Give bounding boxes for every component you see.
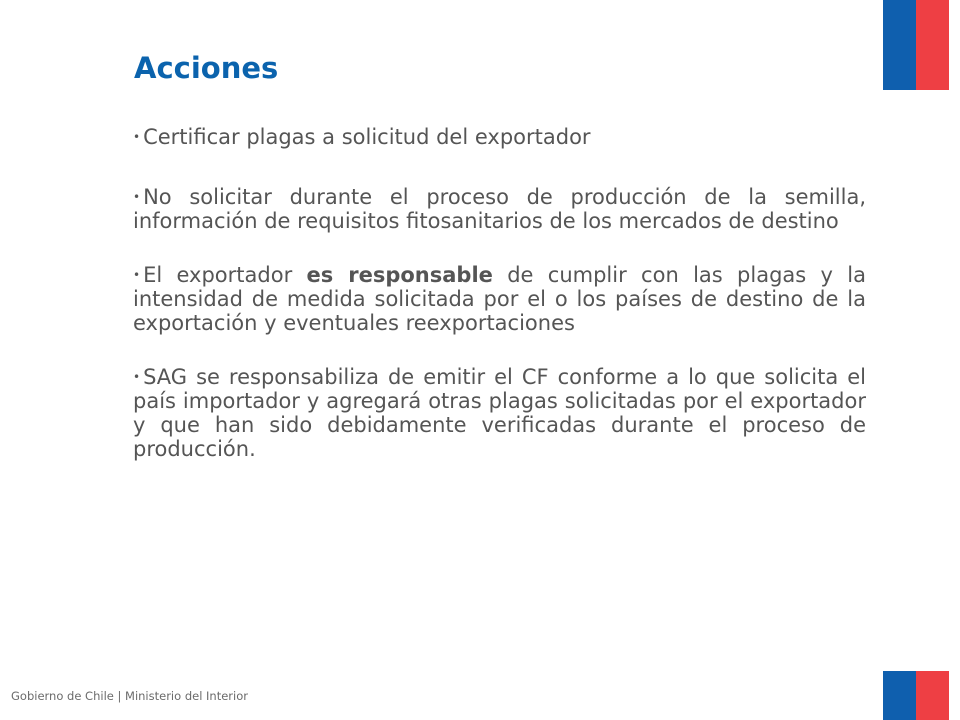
bullet-marker: • [133,130,141,144]
flag-red-stripe [916,0,949,90]
bullet-text: SAG se responsabiliza de emitir el CF conforme a lo que solicita el país importador y agregará otras plagas solicitadas por el exportador y que han sido debidamente verificadas durante el proceso de producción. [133,365,866,461]
bullet-marker: • [133,268,141,282]
bullet-item-4 [133,365,866,461]
bullet-text: Certificar plagas a solicitud del exportador [143,125,591,149]
bullet-list [133,125,866,491]
flag-red-stripe [916,671,949,720]
bullet-text-before: El exportador [143,263,307,287]
bullet-marker: • [133,190,141,204]
bullet-text-after: de cumplir con las plagas y la intensidad de medida solicitada por el o los países de destino de la exportación y eventuales reexportaciones [133,263,866,335]
flag-blue-stripe [883,0,916,90]
bullet-item-2 [133,185,866,233]
bullet-text: No solicitar durante el proceso de producción de la semilla, información de requisitos fitosanitarios de los mercados de destino [133,185,866,233]
bullet-item-3 [133,263,866,335]
slide-title: Acciones [134,51,279,85]
bullet-text-emphasis: es responsable [306,263,493,287]
footer-text: Gobierno de Chile | Ministerio del Interior [11,689,248,703]
flag-ribbon-bottom [883,671,949,720]
flag-blue-stripe [883,671,916,720]
flag-ribbon-top [883,0,949,90]
bullet-item-1 [133,125,866,149]
bullet-marker: • [133,370,141,384]
